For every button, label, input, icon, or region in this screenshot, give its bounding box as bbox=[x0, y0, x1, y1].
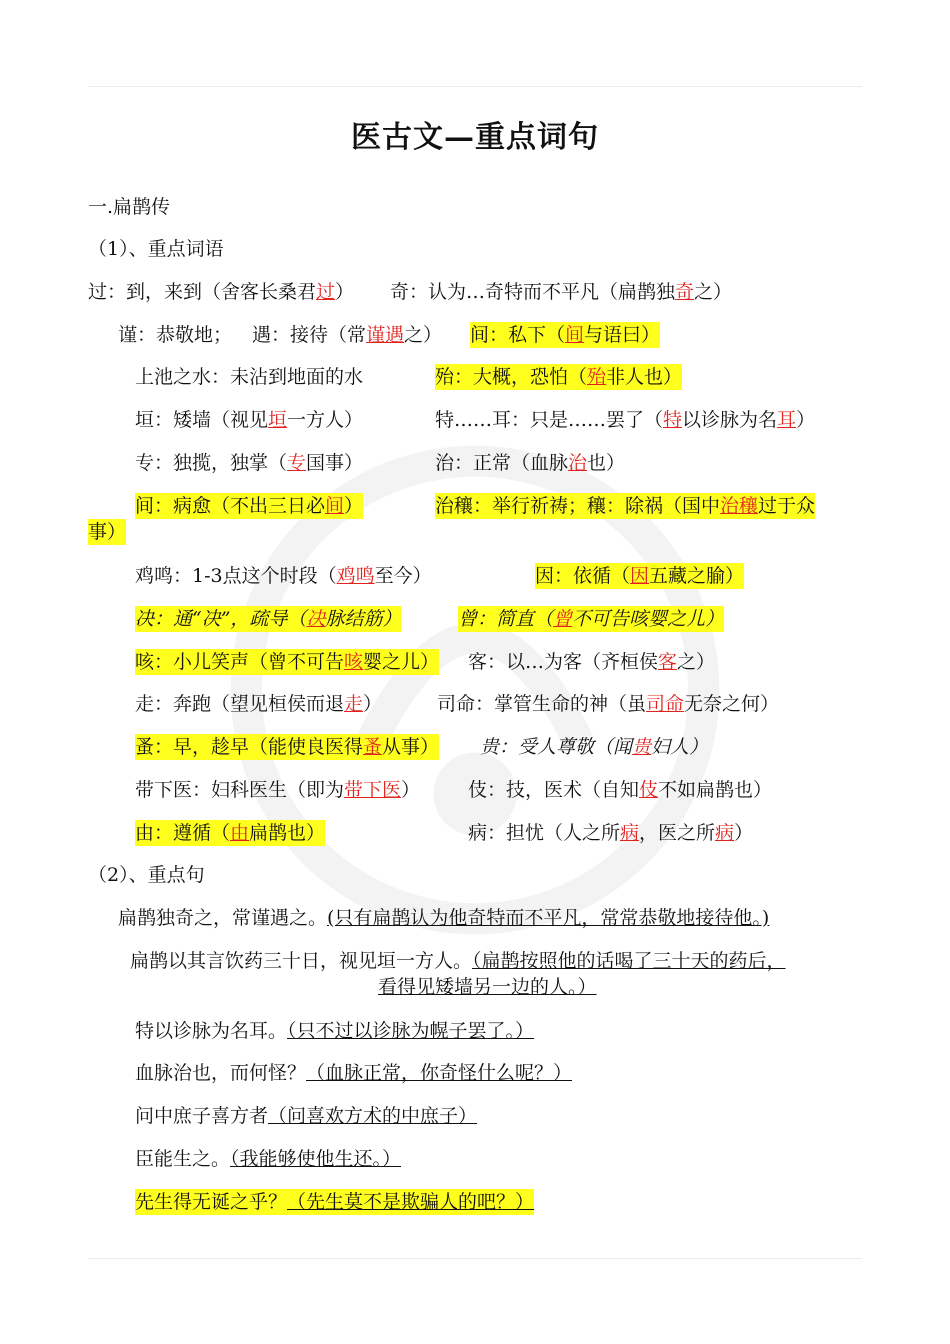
vocab-gui: 贵：受人尊敬（闻贵妇人） bbox=[480, 736, 709, 758]
vocab-bing: 病：担忧（人之所病，医之所病） bbox=[468, 822, 754, 844]
vocab-zeng: 曾：简直（曾不可告咳婴之儿） bbox=[458, 608, 725, 630]
vocab-yuan: 垣：矮墙（视见垣一方人） bbox=[135, 409, 364, 431]
vocab-ji: 伎：技，医术（自知伎不如扁鹊也） bbox=[468, 779, 773, 801]
vocab-qi: 奇：认为…奇特而不平凡（扁鹊独奇之） bbox=[390, 281, 733, 303]
vocab-jian-private: 间：私下（间与语曰） bbox=[470, 324, 661, 346]
sentence-2-cont: 看得见矮墙另一边的人。） bbox=[378, 976, 597, 998]
vocab-siming: 司命：掌管生命的神（虽司命无奈之何） bbox=[437, 693, 780, 715]
sentence-5: 问中庶子喜方者（问喜欢方术的中庶子） bbox=[135, 1105, 478, 1127]
vocab-jue: 决：通“决”，疏导（决脉结筋） bbox=[135, 608, 402, 630]
vocab-yin: 因：依循（因五藏之腧） bbox=[535, 565, 745, 587]
vocab-daixia: 带下医：妇科医生（即为带下医） bbox=[135, 779, 421, 801]
sentence-6: 臣能生之。（我能够使他生还。） bbox=[135, 1148, 402, 1170]
page-title: 医古文—重点词句 bbox=[351, 120, 599, 155]
sentence-2: 扁鹊以其言饮药三十日，视见垣一方人。（扁鹊按照他的话喝了三十天的药后， bbox=[130, 950, 786, 972]
sentence-1: 扁鹊独奇之，常谨遇之。(只有扁鹊认为他奇特而不平凡，常常恭敬地接待他。) bbox=[118, 907, 770, 929]
vocab-zhi: 治：正常（血脉治也） bbox=[435, 452, 626, 474]
vocab-ke: 客：以…为客（齐桓侯客之） bbox=[468, 651, 716, 673]
sentence-4: 血脉治也，而何怪？（血脉正常，你奇怪什么呢？） bbox=[135, 1062, 573, 1084]
vocab-zao: 蚤：早，趁早（能使良医得蚤从事） bbox=[135, 736, 440, 758]
top-divider bbox=[88, 86, 862, 87]
subsection-heading-sentences: （2）、重点句 bbox=[88, 864, 205, 886]
vocab-you: 由：遵循（由扁鹊也） bbox=[135, 822, 326, 844]
vocab-jiming: 鸡鸣：1-3点这个时段（鸡鸣至今） bbox=[135, 565, 432, 587]
vocab-zhirang: 治穰：举行祈祷；穰：除祸（国中治穰过于众 bbox=[435, 495, 816, 517]
sentence-3: 特以诊脉为名耳。（只不过以诊脉为幌子罢了。） bbox=[135, 1020, 535, 1042]
subsection-heading-vocab: （1）、重点词语 bbox=[88, 238, 224, 260]
vocab-zhirang-cont: 事） bbox=[88, 521, 127, 543]
vocab-te: 特……耳：只是……罢了（特以诊脉为名耳） bbox=[435, 409, 816, 431]
bottom-divider bbox=[88, 1258, 862, 1259]
vocab-guo: 过：到，来到（舍客长桑君过） bbox=[88, 281, 355, 303]
section-heading: 一.扁鹊传 bbox=[88, 196, 171, 218]
vocab-jin: 谨：恭敬地； bbox=[118, 324, 233, 346]
vocab-zou: 走：奔跑（望见桓侯而退走） bbox=[135, 693, 383, 715]
vocab-jian-recover: 间：病愈（不出三日必间） bbox=[135, 495, 364, 517]
vocab-yu: 遇：接待（常谨遇之） bbox=[252, 324, 443, 346]
vocab-shangchi: 上池之水：未沾到地面的水 bbox=[135, 366, 364, 388]
vocab-zhuan: 专：独揽，独掌（专国事） bbox=[135, 452, 364, 474]
vocab-hai: 咳：小儿笑声（曾不可告咳婴之儿） bbox=[135, 651, 440, 673]
vocab-dai: 殆：大概，恐怕（殆非人也） bbox=[435, 366, 683, 388]
sentence-7: 先生得无诞之乎？（先生莫不是欺骗人的吧？） bbox=[135, 1191, 535, 1213]
